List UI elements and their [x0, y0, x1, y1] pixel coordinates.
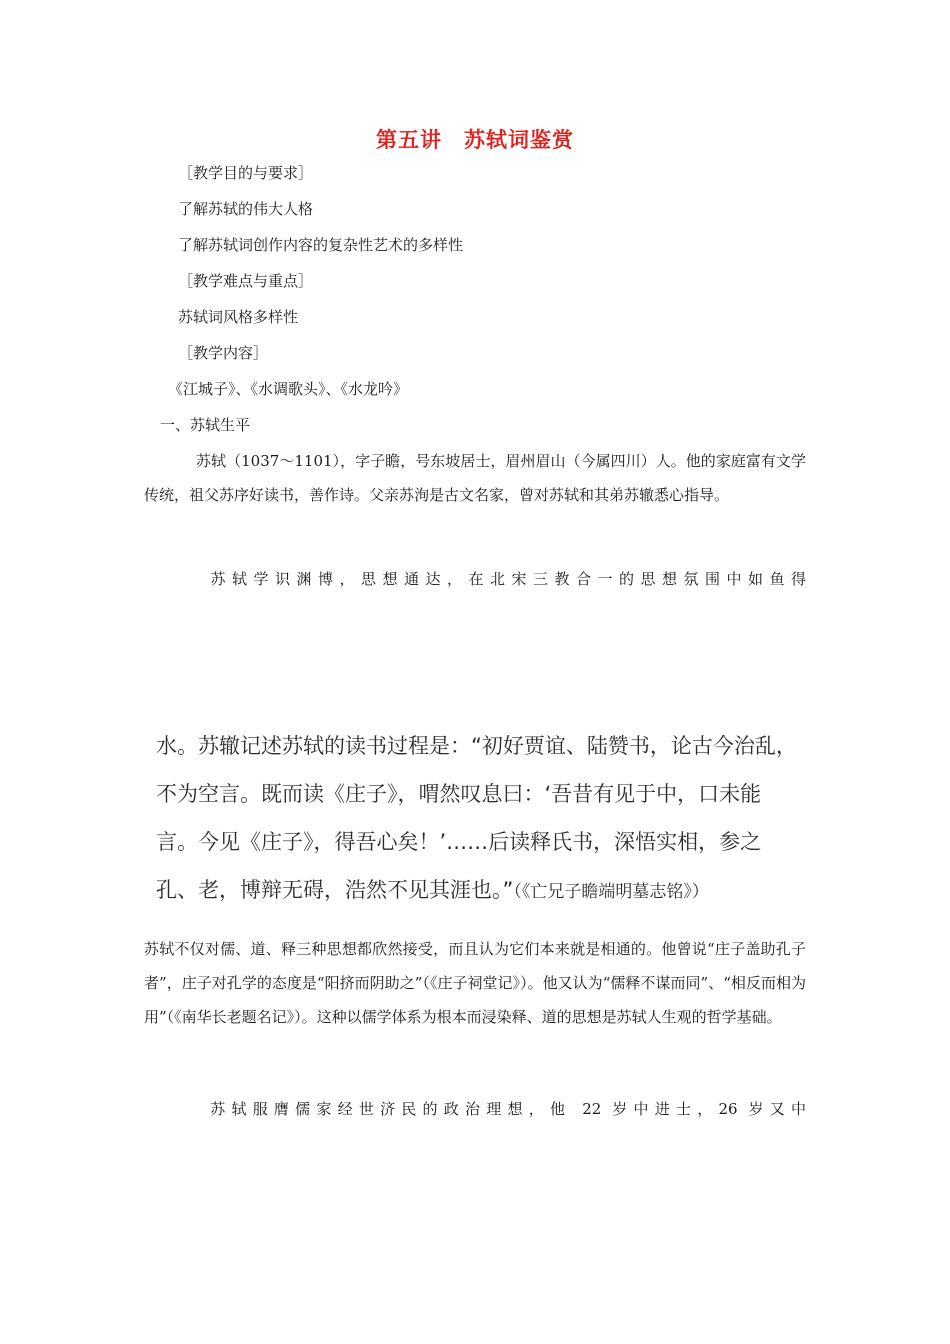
- objective-item: 了解苏轼的伟大人格: [178, 200, 314, 218]
- quote-source: （《亡兄子瞻端明墓志铭》）: [513, 882, 709, 902]
- quote-line: [144, 866, 814, 916]
- section-heading: 一、苏轼生平: [160, 416, 251, 434]
- objectives-heading: ［教学目的与要求］: [178, 164, 314, 182]
- biography-paragraph: [144, 444, 806, 512]
- quote-line: 言。今见《庄子》，得吾心矣！’……后读释氏书，深悟实相，参之: [156, 830, 762, 854]
- learning-paragraph-start: [144, 569, 806, 589]
- learning-text: 苏轼学识渊博，思想通达，在北宋三教合一的思想氛围中如鱼得: [204, 570, 806, 588]
- philosophy-paragraph: 苏轼不仅对儒、道、释三种思想都欣然接受，而且认为它们本来就是相通的。他曾说“庄子盖助孔子者”，庄子对孔学的态度是“阳挤而阴助之”（《庄子祠堂记》）。他又认为“儒释不谋而同”、“相反而相为用”（《南华长老题名记》）。这种以儒学体系为根本而浸染释、道的思想是苏轼人生观的哲学基础。: [144, 940, 806, 1026]
- page-title: 第五讲 苏轼词鉴赏: [376, 128, 574, 152]
- politics-paragraph-start: [144, 1099, 806, 1119]
- quote-line: 水。苏辙记述苏轼的读书过程是：“初好贾谊、陆赞书，论古今治乱，: [156, 734, 797, 758]
- scanned-quote-block: [144, 722, 814, 916]
- content-heading: ［教学内容］: [178, 344, 269, 362]
- biography-text: 苏轼（1037～1101），字子瞻，号东坡居士，眉州眉山（今属四川）人。他的家庭富有文学传统，祖父苏序好读书，善作诗。父亲苏洵是古文名家，曾对苏轼和其弟苏辙悉心指导。: [144, 452, 806, 504]
- quote-text: 孔、老，博辩无碍，浩然不见其涯也。”: [156, 878, 514, 902]
- difficulty-heading: ［教学难点与重点］: [178, 272, 314, 290]
- objective-item: 了解苏轼词创作内容的复杂性艺术的多样性: [178, 236, 464, 254]
- politics-text: 苏轼服膺儒家经世济民的政治理想，他 22 岁中进士，26 岁又中: [204, 1100, 806, 1118]
- difficulty-item: 苏轼词风格多样性: [178, 308, 299, 326]
- works-list: 《江城子》、《水调歌头》、《水龙吟》: [168, 380, 409, 398]
- quote-line: 不为空言。既而读《庄子》，喟然叹息曰：‘吾昔有见于中，口未能: [156, 782, 762, 806]
